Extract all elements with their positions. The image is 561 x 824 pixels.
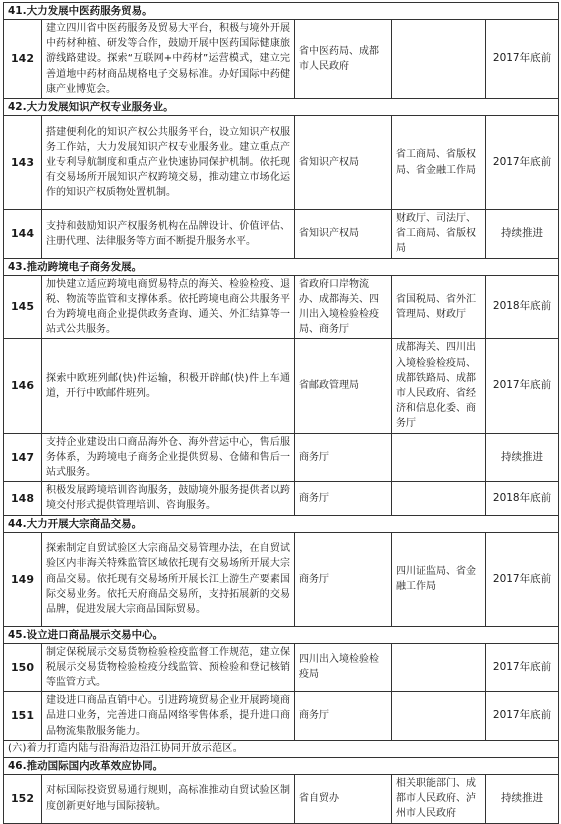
lead-department: 四川出入境检验检疫局 [295,643,392,692]
cooperating-department [392,692,486,741]
cooperating-department [392,433,486,482]
task-content: 对标国际投资贸易通行规则，高标准推动自贸试验区制度创新更好地与国际接轨。 [42,774,295,823]
section-row [4,3,559,20]
section-row [4,757,559,774]
task-content: 积极发展跨境培训咨询服务，鼓励境外服务提供者以跨境交付形式提供管理培训、咨询服务。 [42,482,295,515]
item-number: 146 [4,339,42,433]
table-row [4,20,559,99]
deadline: 持续推进 [486,774,559,823]
task-content: 加快建立适应跨境电商贸易特点的海关、检验检疫、退税、物流等监管和支撑体系。依托跨境电商公共服务平台为跨境电商企业提供政务查询、通关、外汇结算等一站式公共服务。 [42,275,295,339]
lead-department: 商务厅 [295,433,392,482]
cooperating-department: 省国税局、省外汇管理局、财政厅 [392,275,486,339]
lead-department: 省邮政管理局 [295,339,392,433]
deadline: 持续推进 [486,433,559,482]
cooperating-department: 四川证监局、省金融工作局 [392,532,486,626]
deadline: 2017年底前 [486,339,559,433]
deadline: 2018年底前 [486,275,559,339]
section-row [4,626,559,643]
item-number: 149 [4,532,42,626]
item-number: 144 [4,210,42,259]
lead-department: 省自贸办 [295,774,392,823]
section-row [4,258,559,275]
table-row [4,532,559,626]
lead-department: 商务厅 [295,692,392,741]
item-number: 151 [4,692,42,741]
deadline: 2017年底前 [486,20,559,99]
deadline: 2017年底前 [486,116,559,210]
cooperating-department [392,482,486,515]
item-number: 150 [4,643,42,692]
lead-department: 商务厅 [295,532,392,626]
item-number: 142 [4,20,42,99]
task-content: 探索制定自贸试验区大宗商品交易管理办法，在自贸试验区内非海关特殊监管区域依托现有交易场所开展大宗商品交易。依托现有交易场所开展长江上游生产要素国际交易业务。依托天府商品交易所，支持拓展新的交易品牌，促进发展大宗商品国际贸易。 [42,532,295,626]
cooperating-department [392,643,486,692]
table-row [4,210,559,259]
lead-department: 商务厅 [295,482,392,515]
table-row [4,433,559,482]
task-content: 制定保税展示交易货物检验检疫监督工作规范，建立保税展示交易货物检验检疫分线监管、预检验和登记核销等监管方式。 [42,643,295,692]
section-title: 44.大力开展大宗商品交易。 [4,515,559,532]
policy-task-table [3,2,559,824]
section-title: 46.推动国际国内改革效应协同。 [4,757,559,774]
table-row [4,275,559,339]
section-row [4,515,559,532]
table-row [4,482,559,515]
cooperating-department: 财政厅、司法厅、省工商局、省版权局 [392,210,486,259]
lead-department: 省政府口岸物流办、成都海关、四川出入境检验检疫局、商务厅 [295,275,392,339]
task-content: 建设进口商品直销中心。引进跨境贸易企业开展跨境商品进口业务，完善进口商品网络零售体系，提升进口商品物流集散服务能力。 [42,692,295,741]
table-row [4,339,559,433]
lead-department: 省知识产权局 [295,210,392,259]
table-row [4,692,559,741]
table-row [4,116,559,210]
task-content: 建立四川省中医药服务及贸易大平台，积极与境外开展中药材种植、研发等合作，鼓励开展中医药国际健康旅游线路建设。探索“互联网+中药材”运营模式，建立完善道地中药材商品规格电子交易标准。办好国际中药健康产业博览会。 [42,20,295,99]
section-title: 41.大力发展中医药服务贸易。 [4,3,559,20]
item-number: 147 [4,433,42,482]
item-number: 152 [4,774,42,823]
deadline: 2018年底前 [486,482,559,515]
section-title: 42.大力发展知识产权专业服务业。 [4,99,559,116]
item-number: 145 [4,275,42,339]
section-row [4,99,559,116]
task-content: 搭建便利化的知识产权公共服务平台，设立知识产权服务工作站，大力发展知识产权专业服务业。建立重点产业专利导航制度和重点产业快速协同保护机制。依托现有交易场所开展知识产权跨境交易，推动建立市场化运作的知识产权质物处置机制。 [42,116,295,210]
cooperating-department: 相关职能部门、成都市人民政府、泸州市人民政府 [392,774,486,823]
cooperating-department: 成都海关、四川出入境检验检疫局、成都铁路局、成都市人民政府、省经济和信息化委、商务厅 [392,339,486,433]
section-title: 43.推动跨境电子商务发展。 [4,258,559,275]
cooperating-department: 省工商局、省版权局、省金融工作局 [392,116,486,210]
table-body [4,3,559,824]
task-content: 支持和鼓励知识产权服务机构在品牌设计、价值评估、注册代理、法律服务等方面不断提升服务水平。 [42,210,295,259]
deadline: 2017年底前 [486,532,559,626]
item-number: 148 [4,482,42,515]
task-content: 支持企业建设出口商品海外仓、海外营运中心，售后服务体系，为跨境电子商务企业提供贸易、仓储和售后一站式服务。 [42,433,295,482]
deadline: 2017年底前 [486,692,559,741]
task-content: 探索中欧班列邮(快)件运输，积极开辟邮(快)件上车通道，开行中欧邮件班列。 [42,339,295,433]
cooperating-department [392,20,486,99]
table-row [4,643,559,692]
item-number: 143 [4,116,42,210]
deadline: 持续推进 [486,210,559,259]
part-row [4,740,559,757]
lead-department: 省中医药局、成都市人民政府 [295,20,392,99]
section-title: 45.设立进口商品展示交易中心。 [4,626,559,643]
deadline: 2017年底前 [486,643,559,692]
table-row [4,774,559,823]
part-heading: (六)着力打造内陆与沿海沿边沿江协同开放示范区。 [4,740,559,757]
lead-department: 省知识产权局 [295,116,392,210]
